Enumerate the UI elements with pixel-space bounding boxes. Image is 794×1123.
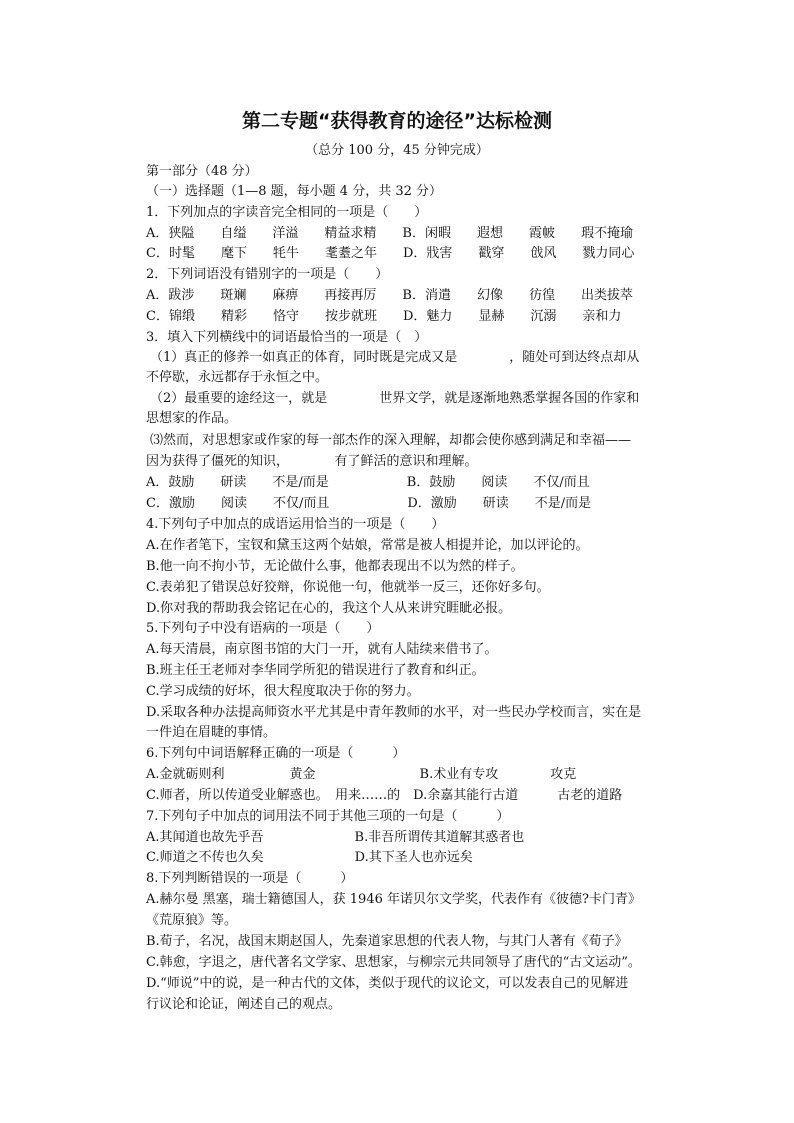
text-line: 因为获得了僵死的知识， 有了鲜活的意识和理解。: [146, 454, 478, 469]
text-line: （1）真正的修养一如真正的体育，同时既是完成又是 ，随处可到达终点却从: [150, 350, 640, 365]
question-3: 3．填入下列横线中的词语最恰当的一项是（ ）: [146, 330, 428, 345]
option-line: C.师道之不传也久矣 D.其下圣人也亦远矣: [146, 850, 473, 865]
question-4: 4.下列句子中加点的成语运用恰当的一项是（ ）: [146, 517, 445, 532]
question-7: 7.下列句子中加点的词用法不同于其他三项的一句是（ ）: [146, 809, 510, 824]
option-line: B.班主任王老师对李华同学所犯的错误进行了教育和纠正。: [146, 663, 485, 678]
option-line: 一件迫在眉睫的事情。: [146, 725, 277, 740]
question-6: 6.下列句中词语解释正确的一项是（ ）: [146, 746, 406, 761]
option-line: C．激励 阅读 不仅/而且 D．激励 研读 不是/而是: [146, 496, 592, 511]
question-1: 1．下列加点的字读音完全相同的一项是（ ）: [146, 205, 428, 220]
option-line: A.每天清晨，南京图书馆的大门一开，就有人陆续来借书了。: [146, 642, 498, 657]
option-line: 《荒原狼》等。: [146, 913, 238, 928]
option-line: A.金就砺则利 黄金 B.术业有专攻 攻克: [146, 767, 577, 782]
option-line: B.荀子，名况，战国末期赵国人，先秦道家思想的代表人物，与其门人著有《荀子》: [146, 934, 628, 949]
option-line: D.你对我的帮助我会铭记在心的，我这个人从来讲究睚眦必报。: [146, 601, 512, 616]
option-line: D.“师说”中的说，是一种古代的文体，类似于现代的议论文，可以发表自己的见解进: [146, 976, 629, 991]
page-subtitle: （总分 100 分，45 分钟完成）: [305, 143, 489, 158]
question-5: 5.下列句子中没有语病的一项是（ ）: [146, 621, 380, 636]
section-subheading: （一）选择题（1—8 题，每小题 4 分，共 32 分）: [146, 184, 443, 199]
text-line: ⑶然而，对思想家或作家的每一部杰作的深入理解，却都会使你感到满足和幸福——: [150, 433, 632, 448]
option-line: C.韩愈，字退之，唐代著名文学家、思想家，与柳宗元共同领导了唐代的“古文运动”。: [146, 955, 641, 970]
section-heading: 第一部分（48 分）: [146, 164, 258, 179]
question-8: 8.下列判断错误的一项是（ ）: [146, 871, 354, 886]
option-line: B.他一向不拘小节，无论做什么事，他都表现出不以为然的样子。: [146, 559, 524, 574]
option-line: A.在作者笔下，宝钗和黛玉这两个姑娘，常常是被人相提并论，加以评论的。: [146, 538, 589, 553]
option-line: A．跋涉 斑斓 麻痹 再接再厉 B．消遣 幻像 彷徨 出类拔萃: [146, 288, 633, 303]
option-line: C.表弟犯了错误总好狡辩，你说他一句，他就举一反三，还你好多句。: [146, 580, 550, 595]
text-line: （2）最重要的途经这一，就是 世界文学，就是逐渐地熟悉掌握各国的作家和: [150, 391, 640, 406]
option-line: C．锦缎 精彩 恪守 按步就班 D．魅力 显赫 沉溺 亲和力: [146, 309, 622, 324]
option-line: 行议论和论证，阐述自己的观点。: [146, 997, 342, 1012]
option-line: A.赫尔曼 黑塞，瑞士籍德国人，获 1946 年诺贝尔文学奖，代表作有《彼德?卡门青》: [146, 892, 641, 907]
question-2: 2．下列词语没有错别字的一项是（ ）: [146, 267, 389, 282]
option-line: D.采取各种办法提高师资水平尤其是中青年教师的水平，对一些民办学校而言，实在是: [146, 705, 642, 720]
option-line: A．狭隘 自缢 洋溢 精益求精 B．闲暇 遐想 霞帔 瑕不掩瑜: [146, 226, 633, 241]
option-line: A．鼓励 研读 不是/而是 B．鼓励 阅读 不仅/而且: [146, 475, 590, 490]
option-line: C.师者，所以传道受业解惑也。 用来……的 D.余嘉其能行古道 古老的道路: [146, 788, 623, 803]
page-title: 第二专题“获得教育的途径”达标检测: [242, 110, 552, 132]
text-line: 不停歇，永远都存于永恒之中。: [146, 370, 329, 385]
option-line: A.其闻道也故先乎吾 B.非吾所谓传其道解其惑者也: [146, 830, 525, 845]
option-line: C.学习成绩的好坏，很大程度取决于你的努力。: [146, 684, 420, 699]
option-line: C．时髦 麾下 牦牛 耄耋之年 D．戕害 戳穿 戗风 戮力同心: [146, 246, 635, 261]
text-line: 思想家的作品。: [146, 411, 238, 426]
